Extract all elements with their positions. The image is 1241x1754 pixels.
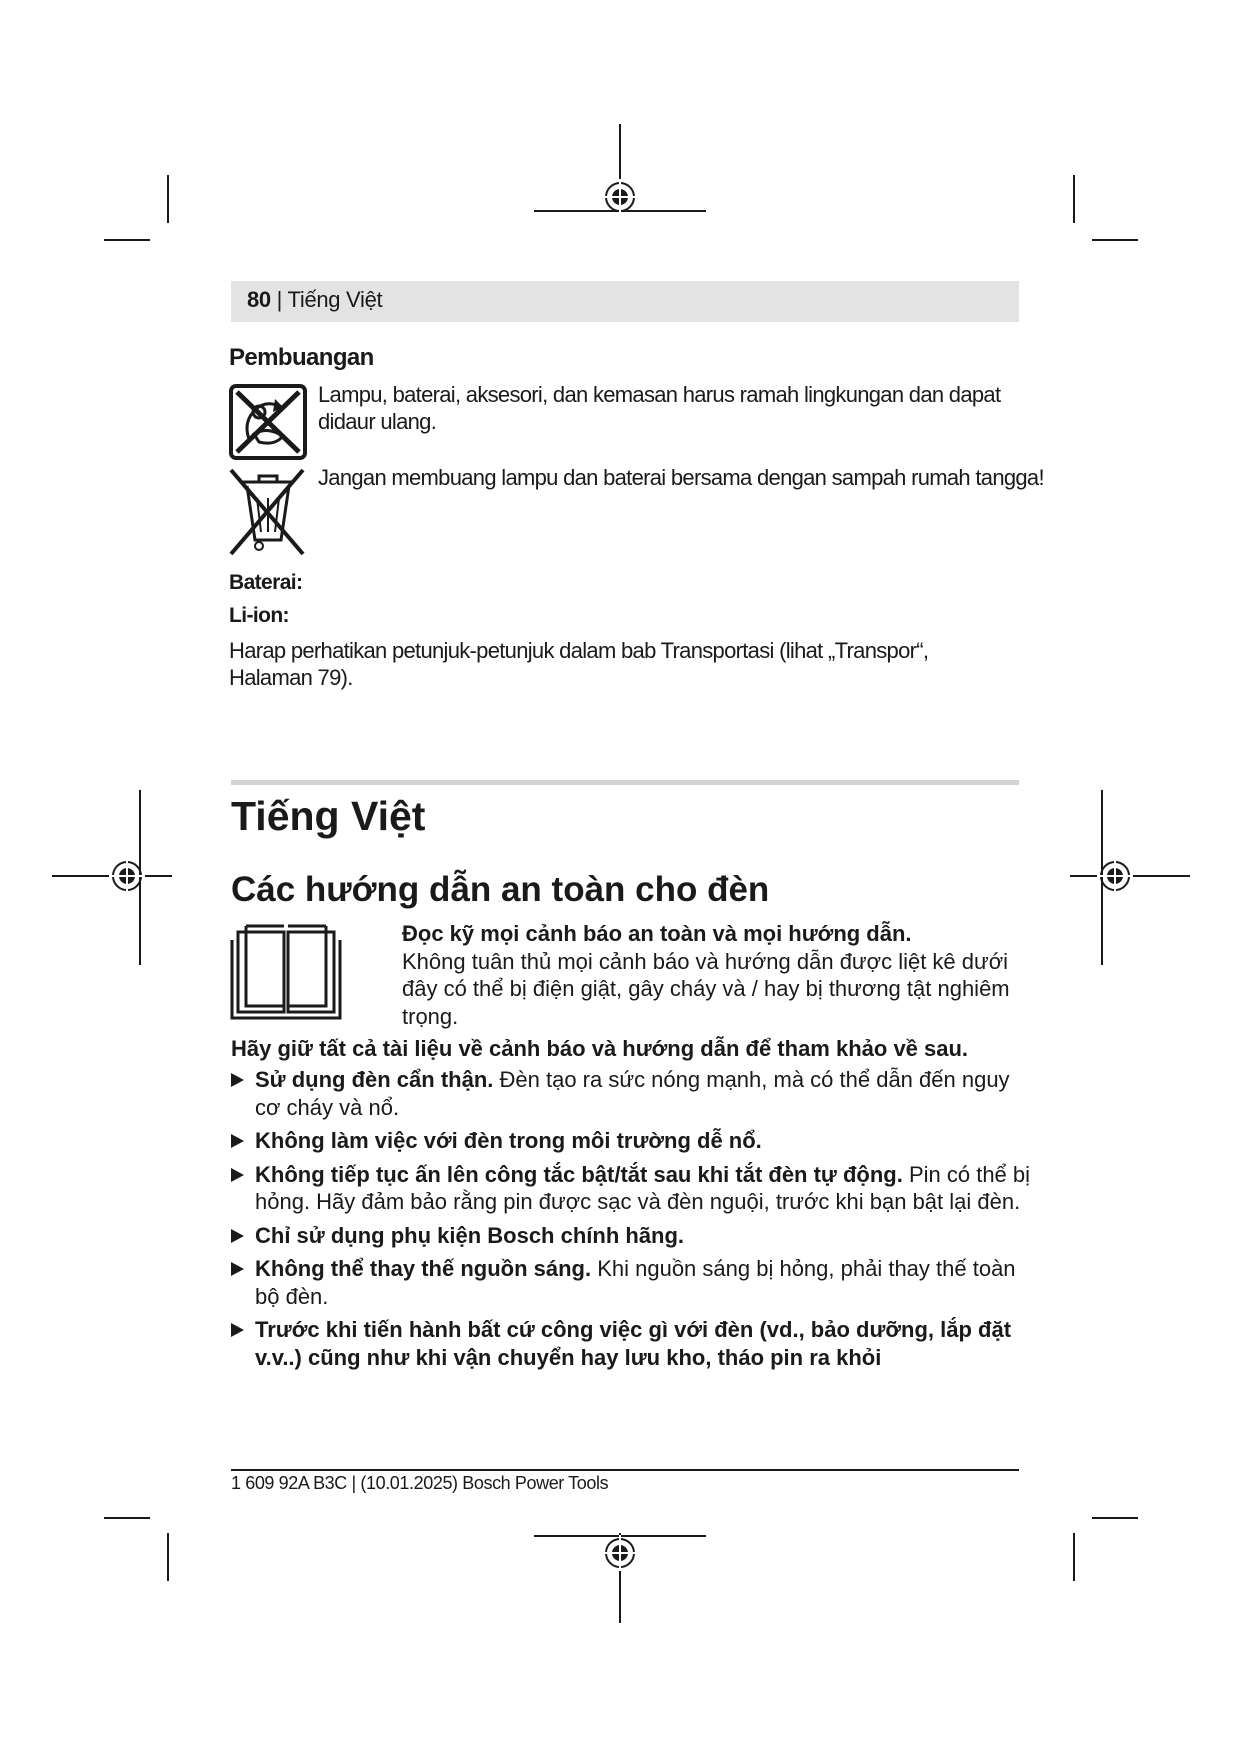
li-ion-text-line2: Halaman 79). (229, 665, 353, 690)
header-section: Tiếng Việt (287, 287, 383, 312)
bin-text: Jangan membuang lampu dan baterai bersama dengan sampah rumah tangga! (318, 465, 1044, 490)
disposal-title: Pembuangan (229, 344, 374, 371)
crop-mark (167, 1533, 169, 1581)
manual-book-icon (228, 922, 344, 1022)
list-item: Sử dụng đèn cẩn thận. Đèn tạo ra sức nóng mạnh, mà có thể dẫn đến nguy cơ cháy và nổ. (231, 1066, 1039, 1121)
crop-mark (1073, 175, 1075, 223)
li-ion-text-line1: Harap perhatikan petunjuk-petunjuk dalam bab Transportasi (lihat „Transpor“, (229, 638, 929, 663)
page-footer: 1 609 92A B3C | (10.01.2025) Bosch Power Tools (231, 1473, 609, 1493)
crop-mark (104, 1517, 150, 1519)
crossed-bin-icon (229, 468, 307, 556)
warning-text: Không tuân thủ mọi cảnh báo và hướng dẫn được liệt kê dưới đây có thể bị điện giật, gây cháy và / hay bị thương tật nghiêm trọng. (402, 948, 1010, 1029)
list-item: Không thể thay thế nguồn sáng. Khi nguồn sáng bị hỏng, phải thay thế toàn bộ đèn. (231, 1255, 1045, 1310)
header-separator: | (270, 287, 288, 312)
list-item: Không tiếp tục ấn lên công tắc bật/tắt sau khi tắt đèn tự động. Pin có thể bị hỏng. Hãy đảm bảo rằng pin được sạc và đèn nguội, trước khi bạn bật lại đèn. (231, 1161, 1045, 1216)
recycle-icon (229, 384, 307, 460)
warning-block (402, 920, 1022, 1030)
section-divider (231, 780, 1019, 785)
list-item: Chỉ sử dụng phụ kiện Bosch chính hãng. (231, 1222, 1031, 1250)
crop-mark (1092, 1517, 1138, 1519)
list-item: Không làm việc với đèn trong môi trường dễ nổ. (231, 1127, 1031, 1155)
list-item: Trước khi tiến hành bất cứ công việc gì với đèn (vd., bảo dưỡng, lắp đặt v.v..) cũng như khi vận chuyển hay lưu kho, tháo pin ra khỏi (231, 1316, 1055, 1371)
crop-mark (1092, 239, 1138, 241)
battery-label: Baterai: (229, 571, 303, 594)
section-subtitle: Các hướng dẫn an toàn cho đèn (231, 870, 770, 909)
section-title: Tiếng Việt (231, 793, 426, 839)
crop-mark (1073, 1533, 1075, 1581)
recycle-text: Lampu, baterai, aksesori, dan kemasan harus ramah lingkungan dan dapat didaur ulang. (318, 382, 1001, 434)
li-ion-label: Li-ion: (229, 604, 289, 627)
keep-instructions: Hãy giữ tất cả tài liệu về cảnh báo và hướng dẫn để tham khảo về sau. (231, 1036, 969, 1061)
registration-mark-bottom (530, 1533, 710, 1623)
registration-mark-right (1070, 790, 1190, 965)
crop-mark (104, 239, 150, 241)
registration-mark-top (530, 124, 710, 254)
registration-mark-left (52, 790, 172, 965)
crop-mark (167, 175, 169, 223)
safety-list (231, 1066, 1031, 1377)
page-number: 80 (247, 287, 271, 312)
footer-rule (231, 1469, 1019, 1471)
warning-bold: Đọc kỹ mọi cảnh báo an toàn và mọi hướng dẫn. (402, 921, 912, 946)
page-header (231, 281, 1019, 322)
